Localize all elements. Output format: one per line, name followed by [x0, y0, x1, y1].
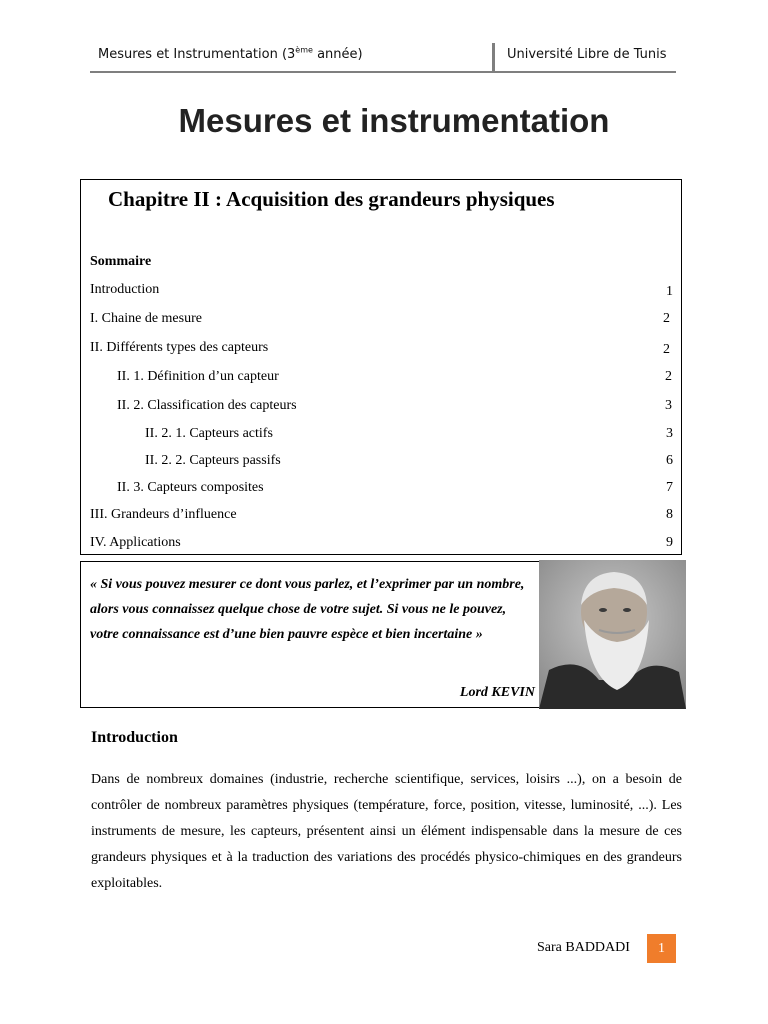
- toc-entry-page: 9: [666, 535, 673, 550]
- page-number-badge: 1: [647, 934, 676, 963]
- toc-entry[interactable]: [81, 282, 681, 300]
- section-title-introduction: Introduction: [91, 729, 178, 746]
- toc-entry[interactable]: [81, 398, 681, 416]
- header-course-suffix: année): [312, 47, 363, 62]
- toc-entry-title: IV. Applications: [90, 535, 181, 550]
- toc-entry[interactable]: [81, 453, 681, 471]
- portrait-svg: [539, 560, 686, 709]
- portrait-photo-icon: [539, 560, 686, 709]
- chapter-title: Chapitre II : Acquisition des grandeurs physiques: [108, 187, 555, 211]
- toc-entry-page: 6: [666, 453, 673, 468]
- toc-entry-title: III. Grandeurs d’influence: [90, 507, 237, 522]
- introduction-paragraph: Dans de nombreux domaines (industrie, recherche scientifique, services, loisirs ...), on a besoin de contrôler de nombreux paramètres physiques (température, force, position, vitesse, luminosité, ...). Les instruments de mesure, les capteurs, présentent ainsi un élément indispensable dans la mesure de ces grandeurs physiques et à la traduction des variations des procédés physico-chimiques en des grandeurs exploitables.: [91, 772, 682, 891]
- toc-entry-page: 8: [666, 507, 673, 522]
- toc-box: [80, 179, 682, 555]
- header-divider-horizontal: [90, 71, 676, 73]
- header-course-prefix: Mesures et Instrumentation (3: [98, 47, 296, 62]
- toc-entry-title: II. 3. Capteurs composites: [117, 480, 264, 495]
- document-title: Mesures et instrumentation: [178, 102, 610, 139]
- toc-label: Sommaire: [90, 254, 152, 269]
- toc-entry-page: 3: [665, 398, 672, 413]
- toc-entry[interactable]: [81, 480, 681, 498]
- toc-entry[interactable]: [81, 507, 681, 525]
- toc-entry-page: 2: [663, 311, 670, 326]
- header-university: Université Libre de Tunis: [507, 47, 667, 62]
- quote-author: Lord KEVIN: [459, 685, 535, 700]
- quote-box: [80, 561, 540, 708]
- toc-entry[interactable]: [81, 369, 681, 387]
- toc-entry-title: II. 1. Définition d’un capteur: [117, 369, 279, 384]
- toc-entry-title: II. 2. Classification des capteurs: [117, 398, 297, 413]
- toc-entry-page: 7: [666, 480, 673, 495]
- header-course-sup: ème: [295, 45, 313, 55]
- toc-entry[interactable]: [81, 426, 681, 444]
- toc-entry[interactable]: [81, 340, 681, 358]
- toc-entry-page: 2: [663, 342, 670, 357]
- header-course-title: [98, 47, 363, 62]
- toc-entry[interactable]: [81, 535, 681, 553]
- toc-entry[interactable]: [81, 311, 681, 329]
- toc-entry-page: 3: [666, 426, 673, 441]
- toc-entry-title: II. 2. 1. Capteurs actifs: [145, 426, 273, 441]
- footer-author: Sara BADDADI: [537, 940, 630, 955]
- toc-entry-title: II. 2. 2. Capteurs passifs: [145, 453, 281, 468]
- toc-entry-page: 2: [665, 369, 672, 384]
- toc-entry-title: I. Chaine de mesure: [90, 311, 202, 326]
- toc-entry-title: II. Différents types des capteurs: [90, 340, 269, 355]
- toc-entry-page: 1: [666, 284, 673, 299]
- toc-entry-title: Introduction: [90, 282, 160, 297]
- header-divider-vertical: [492, 43, 495, 72]
- quote-text: « Si vous pouvez mesurer ce dont vous parlez, et l’exprimer par un nombre, alors vous connaissez quelque chose de votre sujet. Si vous ne le pouvez, votre connaissance est d’une bien pauvre espèce et bien incertaine »: [90, 577, 525, 642]
